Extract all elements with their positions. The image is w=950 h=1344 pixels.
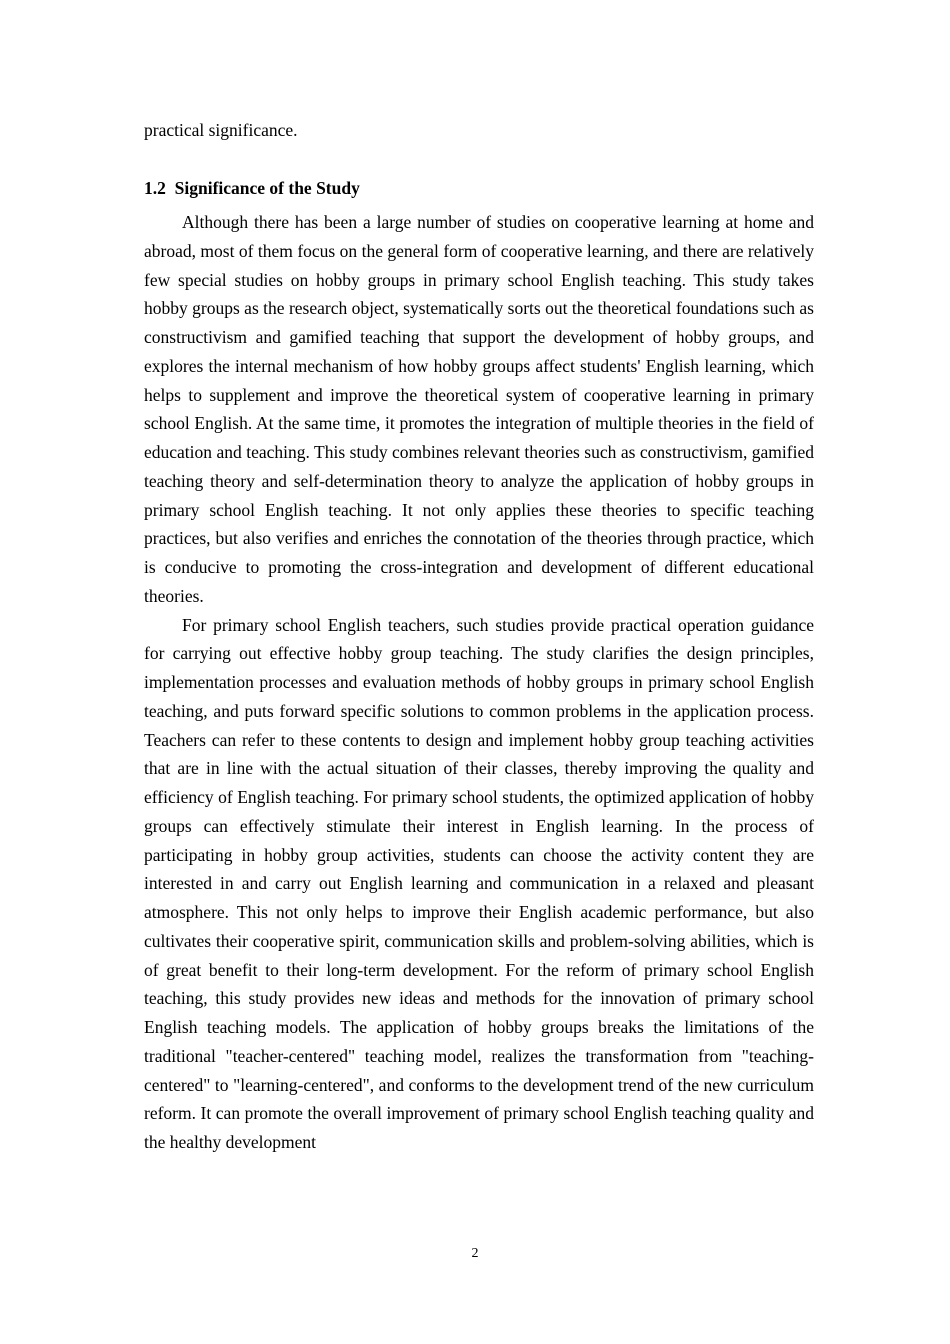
section-number: 1.2	[144, 178, 166, 198]
section-title: Significance of the Study	[174, 178, 360, 198]
section-body	[144, 208, 814, 1157]
page-number: 2	[471, 1246, 479, 1261]
carryover-text: practical significance.	[144, 120, 298, 140]
paragraph-2: For primary school English teachers, such studies provide practical operation guidance for carrying out effective hobby group teaching. The study clarifies the design principles, implementation processes and evaluation methods of hobby groups in primary school English teaching, and puts forward specific solutions to common problems in the application process. Teachers can refer to these contents to design and implement hobby group teaching activities that are in line with the actual situation of their classes, thereby improving the quality and efficiency of English teaching. For primary school students, the optimized application of hobby groups can effectively stimulate their interest in English learning. In the process of participating in hobby group activities, students can choose the activity content they are interested in and carry out English learning and communication in a relaxed and pleasant atmosphere. This not only helps to improve their English academic performance, but also cultivates their cooperative spirit, communication skills and problem-solving abilities, which is of great benefit to their long-term development. For the reform of primary school English teaching, this study provides new ideas and methods for the innovation of primary school English teaching models. The application of hobby groups breaks the limitations of the traditional "teacher-centered" teaching model, realizes the transformation from "teaching-centered" to "learning-centered", and conforms to the development trend of the new curriculum reform. It can promote the overall improvement of primary school English teaching quality and the healthy development	[144, 614, 814, 1152]
section-heading	[144, 174, 360, 202]
paragraph-1: Although there has been a large number of studies on cooperative learning at home and abroad, most of them focus on the general form of cooperative learning, and there are relatively few special studies on hobby groups in primary school English teaching. This study takes hobby groups as the research object, systematically sorts out the theoretical foundations such as constructivism and gamified teaching that support the development of hobby groups, and explores the internal mechanism of how hobby groups affect students' English learning, which helps to supplement and improve the theoretical system of cooperative learning in primary school English. At the same time, it promotes the integration of multiple theories in the field of education and teaching. This study combines relevant theories such as constructivism, gamified teaching theory and self-determination theory to analyze the application of hobby groups in primary school English teaching. It not only applies these theories to specific teaching practices, but also verifies and enriches the connotation of the theories through practice, which is conducive to promoting the cross-integration and development of different educational theories.	[144, 212, 814, 606]
